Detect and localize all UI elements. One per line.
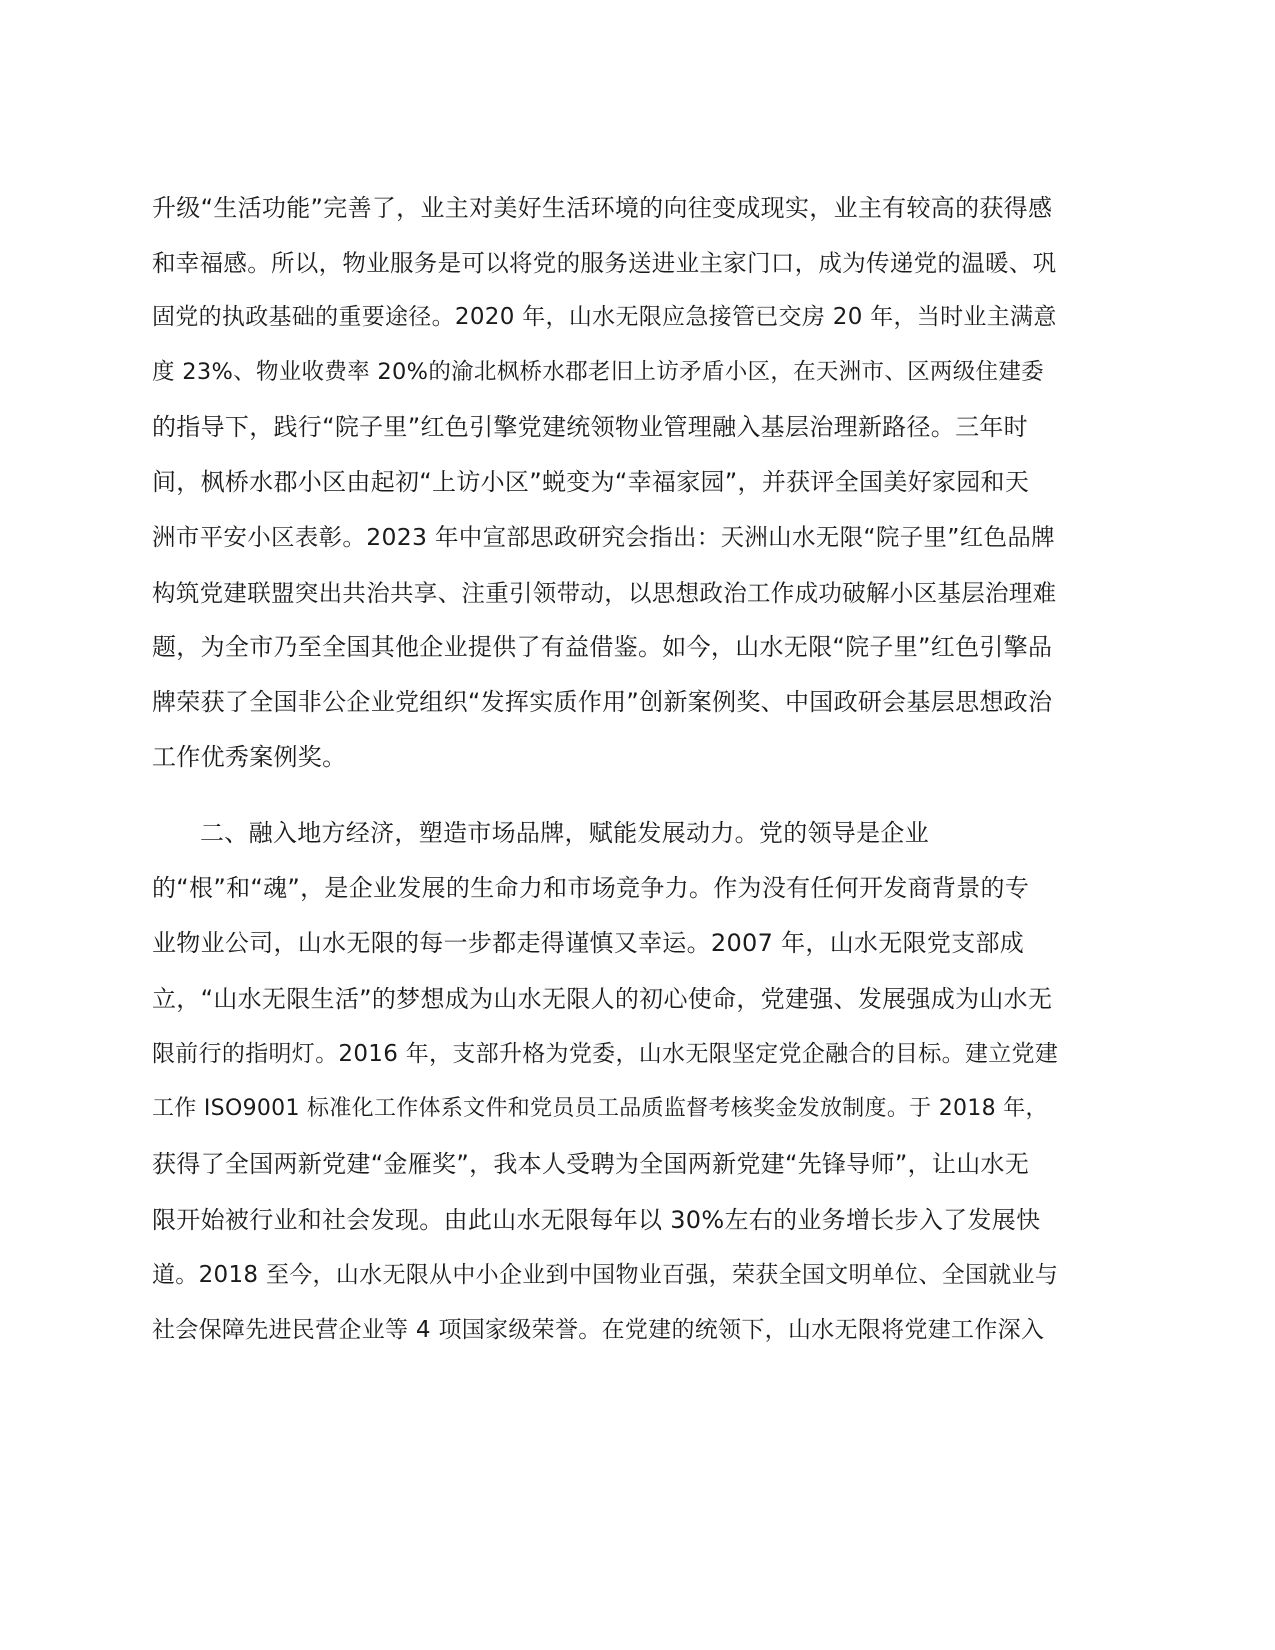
text-line: 构筑党建联盟突出共治共享、注重引领带动，以思想政治工作成功破解小区基层治理难 [152, 579, 1057, 607]
section-heading-line: 二、融入地方经济，塑造市场品牌，赋能发展动力。党的领导是企业 [200, 819, 929, 847]
text-line: 的“根”和“魂”，是企业发展的生命力和市场竞争力。作为没有任何开发商背景的专 [152, 874, 1030, 902]
text-line: 立，“山水无限生活”的梦想成为山水无限人的初心使命，党建强、发展强成为山水无 [152, 985, 1053, 1013]
text-line: 固党的执政基础的重要途径。2020 年，山水无限应急接管已交房 20 年，当时业主满意 [152, 304, 1057, 330]
text-line: 间，枫桥水郡小区由起初“上访小区”蜕变为“幸福家园”，并获评全国美好家园和天 [152, 468, 1030, 496]
text-line: 道。2018 至今，山水无限从中小企业到中国物业百强，荣获全国文明单位、全国就业与 [152, 1262, 1059, 1288]
text-line: 工作 ISO9001 标准化工作体系文件和党员员工品质监督考核奖金发放制度。于 2018 年， [152, 1096, 1048, 1121]
text-line: 获得了全国两新党建“金雁奖”，我本人受聘为全国两新党建“先锋导师”，让山水无 [152, 1150, 1030, 1178]
text-line: 社会保障先进民营企业等 4 项国家级荣誉。在党建的统领下，山水无限将党建工作深入 [152, 1317, 1045, 1343]
text-line: 题，为全市乃至全国其他企业提供了有益借鉴。如今，山水无限“院子里”红色引擎品 [152, 633, 1053, 661]
text-line: 限前行的指明灯。2016 年，支部升格为党委，山水无限坚定党企融合的目标。建立党建 [152, 1041, 1059, 1067]
text-line: 升级“生活功能”完善了，业主对美好生活环境的向往变成现实，业主有较高的获得感 [152, 194, 1053, 222]
text-line: 业物业公司，山水无限的每一步都走得谨慎又幸运。2007 年，山水无限党支部成 [152, 929, 1025, 957]
text-line: 限开始被行业和社会发现。由此山水无限每年以 30%左右的业务增长步入了发展快 [152, 1206, 1041, 1234]
text-line: 的指导下，践行“院子里”红色引擎党建统领物业管理融入基层治理新路径。三年时 [152, 413, 1028, 441]
text-line: 洲市平安小区表彰。2023 年中宣部思政研究会指出：天洲山水无限“院子里”红色品牌 [152, 523, 1055, 551]
text-line: 度 23%、物业收费率 20%的渝北枫桥水郡老旧上访矛盾小区，在天洲市、区两级住建委 [152, 359, 1044, 385]
text-line: 工作优秀案例奖。 [152, 743, 347, 771]
text-line: 和幸福感。所以，物业服务是可以将党的服务送进业主家门口，成为传递党的温暖、巩 [152, 249, 1057, 277]
text-line: 牌荣获了全国非公企业党组织“发挥实质作用”创新案例奖、中国政研会基层思想政治 [152, 688, 1053, 716]
